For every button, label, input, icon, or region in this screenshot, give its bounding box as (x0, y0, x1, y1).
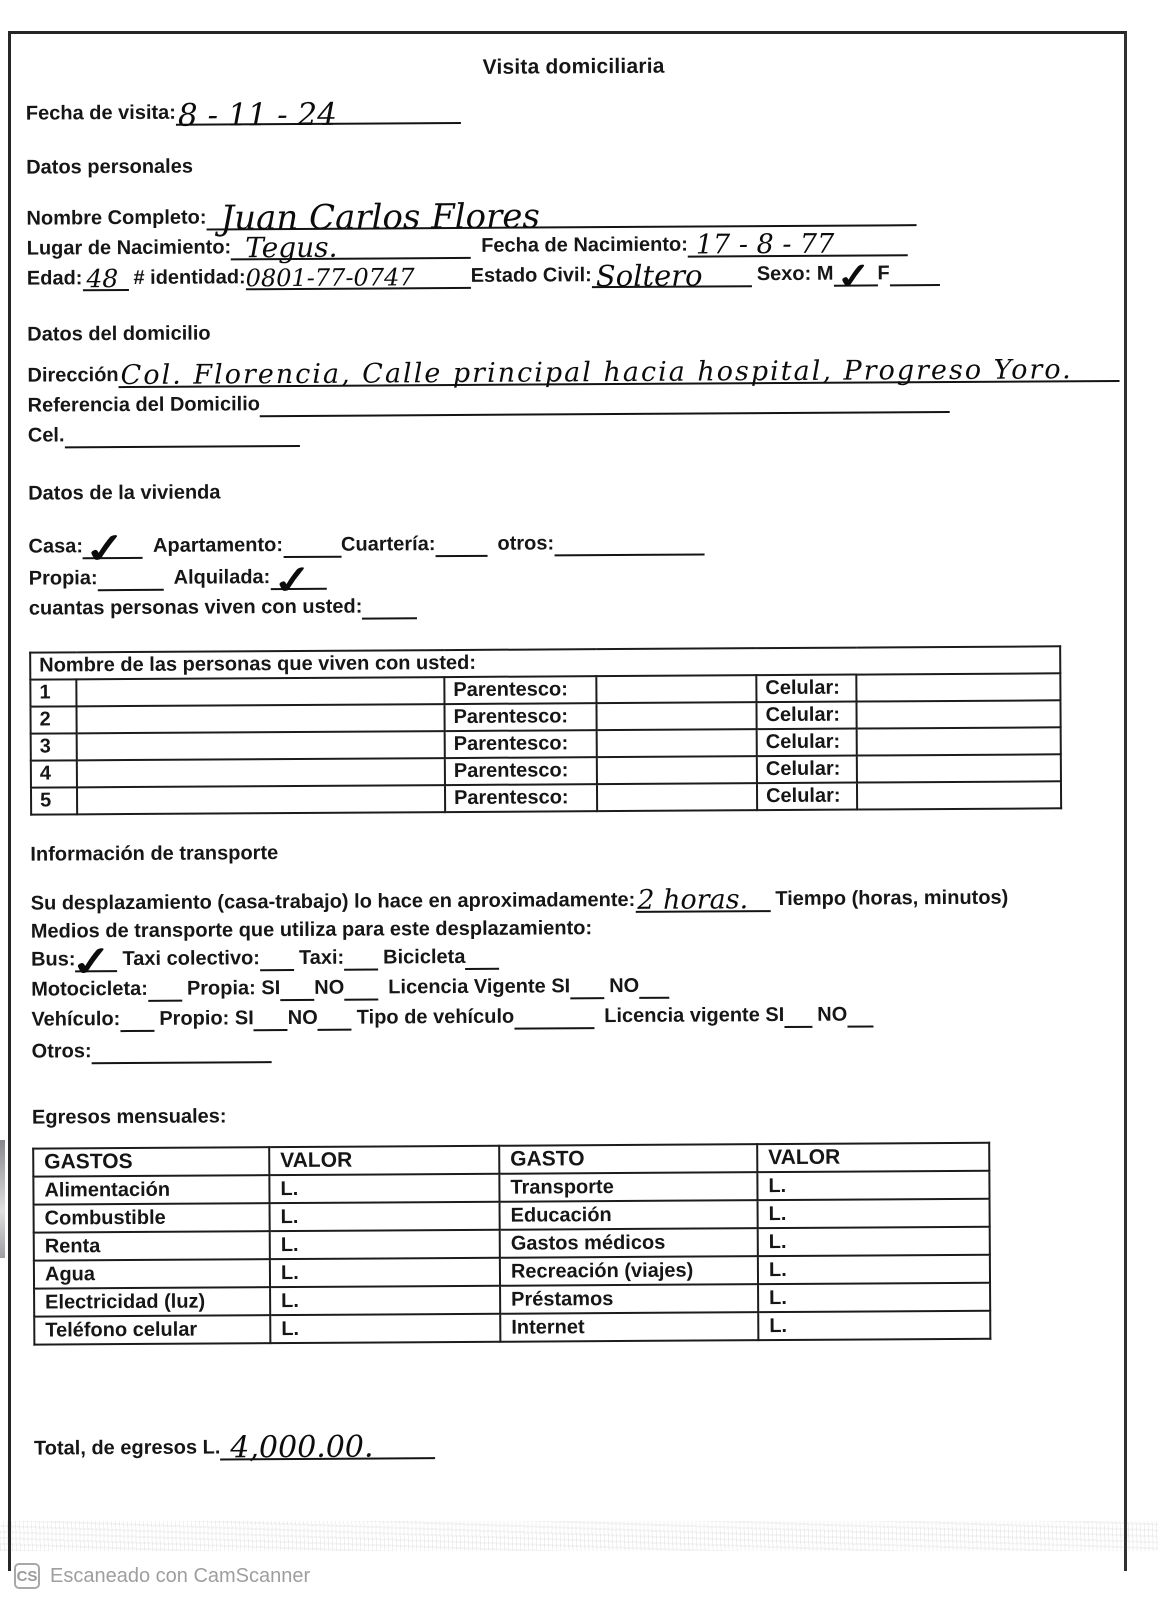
total-egresos-label: Total, de egresos L. (33, 1436, 221, 1460)
referencia-field (260, 387, 950, 417)
camscanner-footer (14, 1563, 310, 1589)
parentesco-cell (597, 729, 757, 757)
form-page (9, 30, 1130, 1466)
celular-cell (857, 727, 1061, 755)
section-domicilio: Datos del domicilio (27, 322, 211, 346)
column-header: GASTO (499, 1144, 757, 1174)
cuantas-personas-label: cuantas personas viven con usted: (28, 595, 363, 620)
direccion-value: Col. Florencia, Calle principal hacia hospital, Progreso Yoro. (120, 354, 1073, 392)
moto-licencia-si-label: Licencia Vigente SI (388, 975, 571, 999)
moto-no-field (344, 974, 378, 1000)
otros-vivienda-field (554, 529, 704, 556)
column-header: VALOR (757, 1143, 989, 1172)
checkmark-bus: ✓ (68, 936, 116, 988)
scan-edge-artifact (0, 1140, 5, 1258)
nombre-row (26, 196, 1122, 239)
identidad-field (245, 263, 471, 293)
section-egresos: Egresos mensuales: (31, 1105, 227, 1129)
desplazamiento-value: 2 horas. (637, 884, 749, 916)
parentesco-cell (596, 675, 756, 703)
cuarteria-field (435, 531, 487, 557)
tiempo-label: Tiempo (horas, minutos) (775, 886, 1009, 911)
row-number: 3 (31, 733, 77, 760)
celular-cell (857, 781, 1061, 809)
cuarteria-label: Cuartería: (340, 533, 436, 556)
celular-label: Celular: (757, 756, 857, 784)
direccion-label: Dirección (27, 364, 119, 387)
sexo-f-field (890, 260, 940, 286)
fecha-visita-value: 8 - 11 - 24 (177, 96, 338, 134)
taxi-field (344, 944, 378, 970)
celular-cell (857, 754, 1061, 782)
edad-value: 48 (86, 264, 119, 294)
medios-label: Medios de transporte que utiliza para este desplazamiento: (30, 917, 593, 943)
parentesco-label: Parentesco: (445, 784, 597, 812)
nacimiento-row (26, 228, 1123, 265)
gasto-cell: Alimentación (33, 1175, 269, 1204)
section-transporte: Información de transporte (30, 842, 279, 866)
lugar-nac-field (231, 230, 471, 265)
cuantas-personas-field (362, 593, 417, 619)
lugar-nac-label: Lugar de Nacimiento: (26, 236, 232, 260)
referencia-row (28, 386, 1124, 419)
gasto-cell: Educación (500, 1200, 758, 1230)
vehiculo-licencia-si-field (784, 1002, 812, 1028)
sexo-label: Sexo: M (756, 262, 834, 286)
vehiculo-propio-si-label: Propio: SI (159, 1007, 254, 1030)
moto-licencia-no-label: NO (609, 974, 640, 998)
apartamento-label: Apartamento: (152, 534, 284, 557)
valor-cell: L. (758, 1311, 990, 1340)
lugar-nac-value: Tegus. (245, 230, 338, 265)
propia-field (98, 565, 164, 591)
bus-field (68, 936, 117, 988)
page-title: Visita domiciliaria (482, 54, 665, 79)
nombre-cell (77, 758, 445, 787)
valor-cell: L. (269, 1174, 499, 1203)
celular-label: Celular: (756, 675, 856, 703)
bicicleta-label: Bicicleta (383, 945, 466, 969)
gasto-cell: Internet (500, 1312, 758, 1342)
fecha-visita-label: Fecha de visita: (25, 101, 176, 125)
moto-licencia-no-field (639, 973, 669, 999)
vehiculo-no-field (318, 1005, 352, 1031)
row-number: 1 (30, 679, 76, 706)
casa-label: Casa: (28, 535, 84, 558)
total-egresos-value: 4,000.00. (230, 1429, 374, 1466)
tipo-vivienda-row (28, 522, 1124, 575)
edad-field (82, 264, 128, 294)
vehiculo-row (31, 1000, 1127, 1033)
fecha-nac-label: Fecha de Nacimiento: (481, 233, 688, 257)
egresos-table (32, 1142, 991, 1346)
vehiculo-field (120, 1006, 154, 1032)
valor-cell: L. (270, 1202, 500, 1231)
taxi-colectivo-label: Taxi colectivo: (122, 947, 261, 971)
moto-licencia-si-field (570, 973, 604, 999)
estado-civil-label: Estado Civil: (470, 264, 592, 287)
identidad-value: 0801-77-0747 (245, 263, 415, 293)
celular-cell (856, 700, 1060, 728)
gasto-cell: Renta (34, 1231, 270, 1260)
column-header: VALOR (269, 1146, 499, 1175)
camscanner-logo-icon: CS (14, 1563, 40, 1589)
fecha-visita-row (25, 94, 1122, 134)
propia-label: Propia: (28, 567, 98, 590)
moto-propia-si-label: Propia: SI (186, 977, 281, 1000)
otros-transporte-label: Otros: (31, 1040, 92, 1063)
tipo-vehiculo-label: Tipo de vehículo (356, 1005, 515, 1029)
nombre-label: Nombre Completo: (26, 206, 207, 230)
estado-civil-field (592, 258, 752, 294)
nombre-cell (77, 731, 445, 760)
valor-cell: L. (757, 1171, 989, 1200)
gasto-cell: Electricidad (luz) (34, 1287, 270, 1316)
otros-transporte-row (32, 1032, 1128, 1065)
identidad-label: # identidad: (133, 266, 246, 289)
fecha-nac-value: 17 - 8 - 77 (695, 228, 835, 261)
parentesco-cell (596, 702, 756, 730)
parentesco-cell (597, 756, 757, 784)
moto-no-label: NO (314, 976, 345, 999)
gasto-cell: Teléfono celular (34, 1315, 270, 1344)
section-datos-personales: Datos personales (26, 155, 193, 179)
valor-cell: L. (758, 1255, 990, 1284)
otros-vivienda-label: otros: (497, 532, 555, 555)
moto-propia-si-field (280, 975, 314, 1001)
vehiculo-licencia-si-label: Licencia vigente SI (604, 1004, 785, 1028)
vehiculo-propio-si-field (254, 1005, 288, 1031)
gasto-cell: Préstamos (500, 1284, 758, 1314)
valor-cell: L. (270, 1258, 500, 1287)
gasto-cell: Recreación (viajes) (500, 1256, 758, 1286)
desplazamiento-field (635, 884, 770, 916)
celular-cell (856, 673, 1060, 701)
parentesco-label: Parentesco: (445, 757, 597, 785)
valor-cell: L. (270, 1314, 500, 1343)
row-number: 4 (31, 760, 77, 787)
checkmark-casa: ✓ (82, 522, 130, 575)
section-vivienda: Datos de la vivienda (28, 481, 221, 505)
valor-cell: L. (758, 1283, 990, 1312)
celular-label: Celular: (756, 702, 856, 730)
parentesco-label: Parentesco: (445, 730, 597, 758)
gasto-cell: Combustible (34, 1203, 270, 1232)
vehiculo-label: Vehículo: (31, 1008, 121, 1031)
desplazamiento-label: Su desplazamiento (casa-trabajo) lo hace en aproximadamente: (30, 888, 636, 915)
nombre-cell (76, 677, 444, 706)
row-number: 2 (30, 706, 76, 733)
gasto-cell: Agua (34, 1259, 270, 1288)
fecha-nac-field (688, 228, 908, 261)
nombre-field (206, 196, 916, 239)
cel-field (64, 421, 299, 448)
checkmark-alquilada: ✓ (269, 554, 315, 605)
bus-label: Bus: (30, 948, 76, 971)
parentesco-label: Parentesco: (444, 703, 596, 731)
estado-civil-value: Soltero (595, 258, 703, 294)
camscanner-text: Escaneado con CamScanner (50, 1564, 311, 1587)
apartamento-field (283, 532, 341, 558)
casa-field (82, 522, 143, 575)
motocicleta-label: Motocicleta: (31, 977, 148, 1001)
column-header: GASTOS (33, 1147, 269, 1176)
total-egresos-field (220, 1429, 435, 1466)
cuantas-personas-row (29, 589, 1125, 622)
total-egresos-row (33, 1429, 1130, 1466)
nombre-cell (77, 785, 445, 814)
valor-cell: L. (270, 1286, 500, 1315)
fecha-visita-field (176, 96, 461, 134)
scan-noise-band (0, 1521, 1158, 1551)
row-number: 5 (31, 787, 77, 814)
celular-label: Celular: (757, 783, 857, 811)
celular-label: Celular: (757, 729, 857, 757)
checkmark-sexo-m: ✓ (833, 254, 874, 299)
valor-cell: L. (758, 1199, 990, 1228)
direccion-field (119, 354, 1120, 392)
vehiculo-no-label: NO (287, 1006, 318, 1030)
bicicleta-field (465, 944, 499, 970)
personas-table-title: Nombre de las personas que viven con usted: (30, 646, 1060, 679)
otros-transporte-field (92, 1037, 272, 1064)
taxi-colectivo-field (260, 945, 294, 971)
sexo-f-label: F (877, 262, 890, 285)
parentesco-cell (597, 783, 757, 811)
cel-label: Cel. (27, 424, 65, 447)
parentesco-label: Parentesco: (444, 676, 596, 704)
taxi-label: Taxi: (298, 946, 345, 969)
tenencia-row (28, 554, 1125, 605)
alquilada-label: Alquilada: (173, 566, 271, 589)
medios-row (31, 912, 1127, 945)
desplazamiento-row (31, 884, 1127, 917)
tipo-vehiculo-field (514, 1003, 594, 1029)
gasto-cell: Gastos médicos (500, 1228, 758, 1258)
gasto-cell: Transporte (499, 1172, 757, 1202)
cel-row (28, 416, 1124, 449)
direccion-row (27, 354, 1123, 392)
referencia-label: Referencia del Domicilio (27, 393, 261, 417)
table-row (34, 1311, 990, 1345)
sexo-m-field (833, 254, 877, 299)
vehiculo-licencia-no-field (847, 1001, 873, 1027)
table-row (31, 781, 1061, 814)
motocicleta-row (31, 970, 1127, 1003)
alquilada-field (269, 554, 326, 605)
edad-row (26, 254, 1123, 299)
personas-table (29, 645, 1062, 815)
vehiculo-licencia-no-label: NO (817, 1003, 848, 1026)
valor-cell: L. (270, 1230, 500, 1259)
nombre-value: Juan Carlos Flores (220, 196, 541, 239)
edad-label: Edad: (26, 267, 83, 290)
nombre-cell (76, 704, 444, 733)
valor-cell: L. (758, 1227, 990, 1256)
motocicleta-field (148, 976, 182, 1002)
